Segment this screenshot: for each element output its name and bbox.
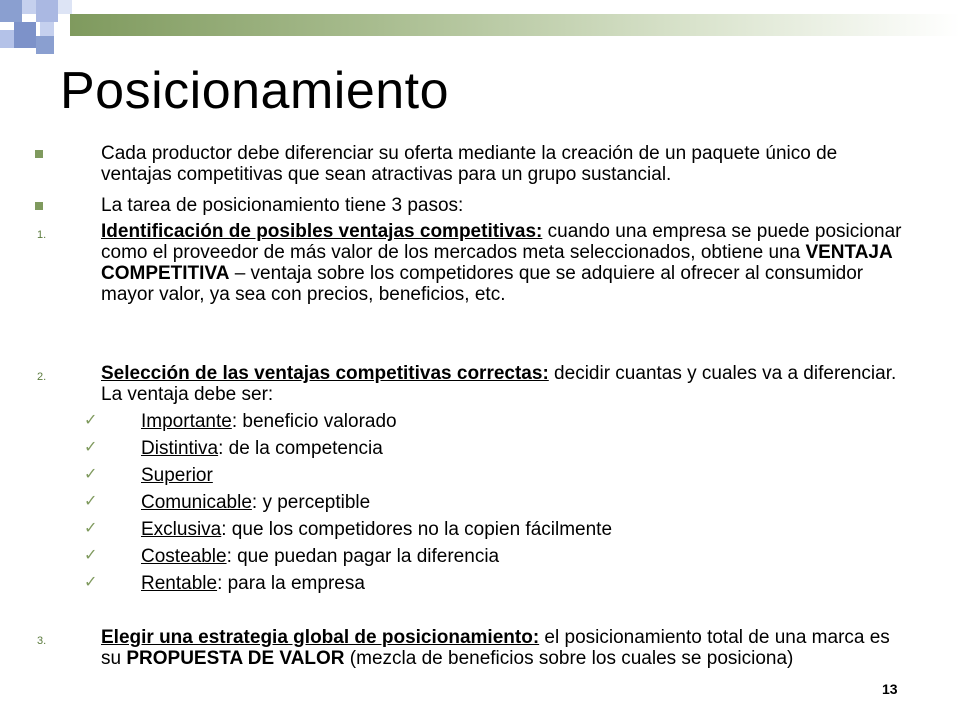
- bullet-text: Cada productor debe diferenciar su oferta mediante la creación de un paquete único de ventajas competitivas que sean atractivas para un grupo sustancial.: [101, 143, 838, 185]
- step-number: 1.: [37, 229, 47, 241]
- page-number: 13: [882, 681, 898, 697]
- criterion-term: Exclusiva: [141, 519, 222, 540]
- bullet-text: La tarea de posicionamiento tiene 3 pasos:: [101, 195, 464, 216]
- logo-square-blue: [36, 36, 54, 54]
- slide-title: Posicionamiento: [60, 62, 450, 120]
- criterion-desc: : que los competidores no la copien fácilmente: [221, 519, 613, 540]
- checkmark-icon: ✓: [84, 412, 98, 429]
- step-body: el posicionamiento total de una marca es su: [101, 627, 890, 669]
- step-heading: Selección de las ventajas competitivas correctas:: [101, 363, 549, 384]
- step-heading: Elegir una estrategia global de posicionamiento:: [101, 627, 540, 648]
- logo-square-white: [58, 0, 72, 14]
- criterion-term: Distintiva: [141, 438, 219, 459]
- criterion-term: Rentable: [141, 573, 218, 594]
- step-body: decidir cuantas y cuales va a diferenciar. La ventaja debe ser:: [101, 363, 897, 405]
- checkmark-icon: ✓: [84, 466, 98, 483]
- criterion-term: Costeable: [141, 546, 227, 567]
- criterion-desc: : y perceptible: [251, 492, 371, 513]
- logo-square-blue: [14, 22, 36, 48]
- criterion-desc: : para la empresa: [217, 573, 365, 594]
- criterion-term: Comunicable: [141, 492, 252, 513]
- criterion-term: Superior: [141, 465, 213, 486]
- step-body: – ventaja sobre los competidores que se adquiere al ofrecer al consumidor mayor valor, ya sea con precios, beneficios, etc.: [101, 263, 864, 305]
- step-number: 2.: [37, 371, 47, 383]
- step-emphasis: VENTAJA COMPETITIVA: [101, 242, 893, 284]
- checkmark-icon: ✓: [84, 520, 98, 537]
- step-text: [101, 221, 911, 305]
- step-text: [101, 363, 911, 405]
- criterion-desc: : que puedan pagar la diferencia: [226, 546, 500, 567]
- step-heading: Identificación de posibles ventajas competitivas:: [101, 221, 543, 242]
- square-bullet-icon: [35, 202, 43, 210]
- criterion-desc: : de la competencia: [218, 438, 383, 459]
- criterion-desc: : beneficio valorado: [231, 411, 397, 432]
- logo-square-lightblue: [36, 0, 58, 22]
- checkmark-icon: ✓: [84, 493, 98, 510]
- logo-square-blue: [0, 0, 22, 22]
- criterion-term: Importante: [141, 411, 232, 432]
- step-text: [101, 627, 911, 669]
- step-emphasis: PROPUESTA DE VALOR: [126, 648, 345, 669]
- logo-square-lightblue: [22, 0, 36, 14]
- logo-square-blue: [0, 30, 14, 48]
- square-bullet-icon: [35, 150, 43, 158]
- checkmark-icon: ✓: [84, 439, 98, 456]
- step-number: 3.: [37, 635, 47, 647]
- checkmark-icon: ✓: [84, 574, 98, 591]
- step-body: cuando una empresa se puede posicionar como el proveedor de más valor de los mercados meta seleccionados, obtiene una: [101, 221, 902, 263]
- logo-square-lightblue: [40, 22, 54, 36]
- checkmark-icon: ✓: [84, 547, 98, 564]
- step-body: (mezcla de beneficios sobre los cuales se posiciona): [344, 648, 794, 669]
- header-gradient-bar: [70, 14, 960, 36]
